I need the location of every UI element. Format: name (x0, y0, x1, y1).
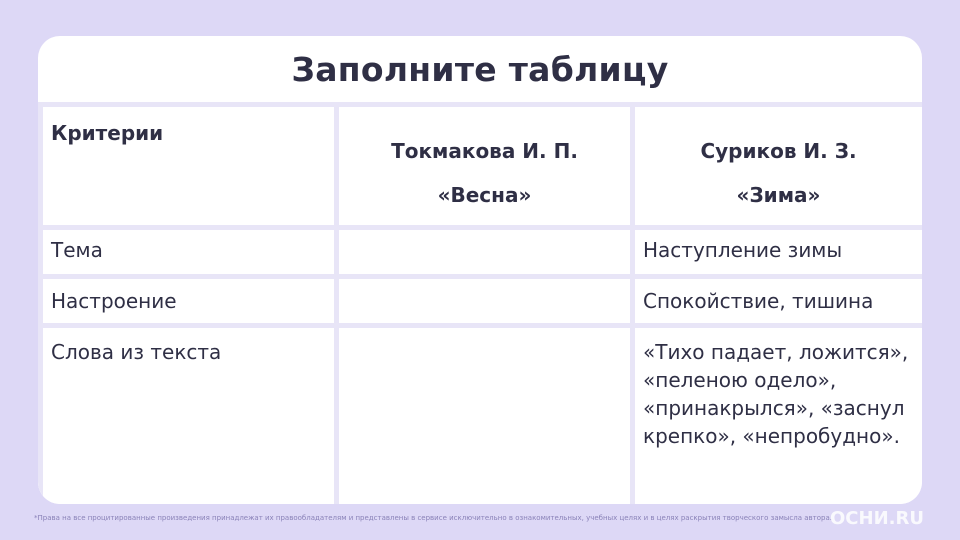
empty-answer-cell (337, 228, 633, 277)
answer-cell: Спокойствие, тишина (633, 277, 923, 326)
criterion-cell: Тема (41, 228, 337, 277)
header-criteria: Критерии (41, 105, 337, 228)
answer-cell: «Тихо падает, ложится», «пеленою одело», «принакрылся», «заснул крепко», «непробудно». (633, 326, 923, 505)
answer-cell: Наступление зимы (633, 228, 923, 277)
work-name: «Зима» (736, 183, 821, 207)
criterion-cell: Слова из текста (41, 326, 337, 505)
author-name: Суриков И. З. (700, 139, 857, 163)
criterion-cell: Настроение (41, 277, 337, 326)
table-row (41, 228, 923, 277)
watermark-logo: ОСНИ.RU (830, 508, 924, 529)
copyright-note: *Права на все процитированные произведения принадлежат их правообладателям и представлены в сервисе исключительно в ознакомительных, учебных целях и в целях раскрытия творческого замысла автора. (34, 514, 832, 522)
table-header-row (41, 105, 923, 228)
page-title: Заполните таблицу (291, 50, 669, 89)
empty-answer-cell (337, 277, 633, 326)
author-name: Токмакова И. П. (391, 139, 578, 163)
table-row (41, 326, 923, 505)
table-row (41, 277, 923, 326)
comparison-table (38, 102, 922, 504)
empty-answer-cell (337, 326, 633, 505)
header-tokmakova (337, 105, 633, 228)
content-card (38, 36, 922, 504)
header-surikov (633, 105, 923, 228)
work-name: «Весна» (437, 183, 532, 207)
